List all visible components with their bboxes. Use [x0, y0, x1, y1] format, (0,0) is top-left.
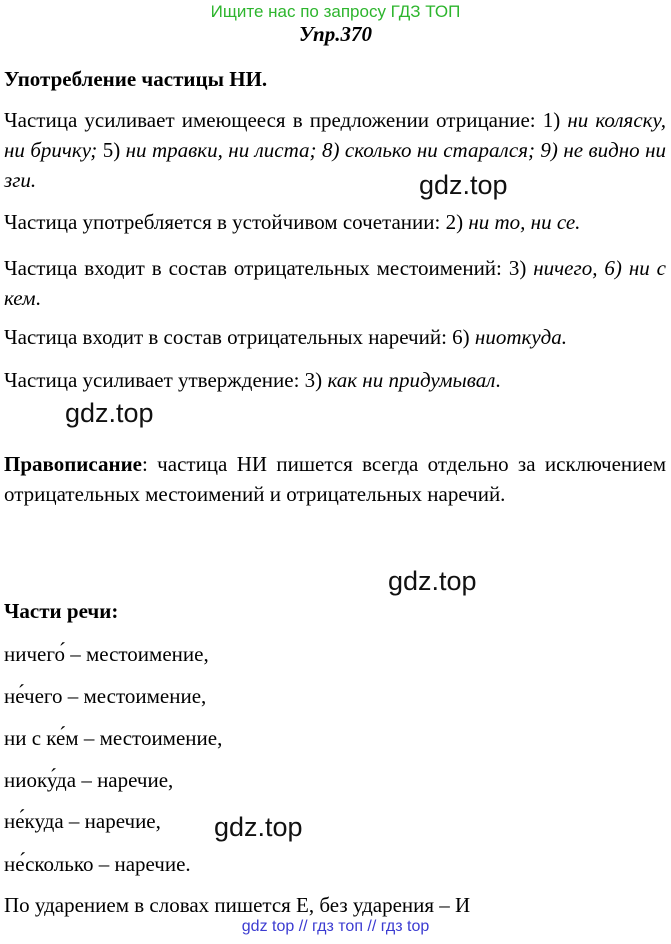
watermark: gdz.top [65, 398, 154, 428]
paragraph-1-example2: ни травки, ни листа; 8) сколько ни старался; 9) не видно ни зги. [4, 138, 666, 192]
paragraph-2-text: Частица употребляется в устойчивом сочетании: 2) [4, 210, 469, 234]
paragraph-3-end: . [35, 286, 41, 310]
paragraph-5 [4, 367, 501, 393]
paragraph-4-example: ниоткуда. [474, 325, 567, 349]
paragraph-5-example: как ни придумывал [327, 368, 496, 392]
list-item: ничего́ – местоимение, [4, 642, 209, 666]
paragraph-4-text: Частица входит в состав отрицательных наречий: 6) [4, 325, 475, 349]
paragraph-5-end: . [495, 368, 501, 392]
paragraph-4 [4, 324, 567, 350]
exercise-title: Упр.370 [299, 22, 372, 46]
top-banner: Ищите нас по запросу ГДЗ ТОП [210, 2, 461, 21]
spelling-text: : частица НИ пишется всегда отдельно за исключением отрицательных местоимений и отрицательных наречий. [4, 452, 666, 506]
stress-rule: По ударением в словах пишется Е, без ударения – И [4, 893, 471, 917]
paragraph-1-text: Частица усиливает имеющееся в предложении отрицание: 1) [4, 108, 568, 132]
paragraph-2-example: ни то, ни се. [468, 210, 581, 234]
footer-banner: gdz top // гдз топ // гдз top [241, 918, 430, 935]
paragraph-1 [4, 105, 666, 195]
spelling-paragraph [4, 449, 666, 509]
watermark: gdz.top [214, 812, 303, 842]
section-heading: Употребление частицы НИ. [4, 67, 268, 91]
paragraph-1-text2: 5) [97, 138, 126, 162]
watermark: gdz.top [419, 170, 508, 200]
paragraph-5-text: Частица усиливает утверждение: 3) [4, 368, 328, 392]
paragraph-2 [4, 209, 580, 235]
list-item: ниоку́да – наречие, [4, 768, 174, 792]
paragraph-3 [4, 253, 666, 313]
list-item: не́куда – наречие, [4, 809, 161, 833]
paragraph-3-example: ничего, 6) ни с кем [4, 256, 666, 310]
list-item: не́чего – местоимение, [4, 684, 207, 708]
list-item: не́сколько – наречие. [4, 852, 191, 876]
parts-heading: Части речи: [4, 599, 119, 623]
watermark: gdz.top [388, 566, 477, 596]
paragraph-3-text: Частица входит в состав отрицательных местоимений: 3) [4, 256, 534, 280]
spelling-label: Правописание [4, 452, 143, 476]
list-item: ни с ке́м – местоимение, [4, 726, 223, 750]
paragraph-1-example: ни коляску, ни бричку; [4, 108, 666, 162]
